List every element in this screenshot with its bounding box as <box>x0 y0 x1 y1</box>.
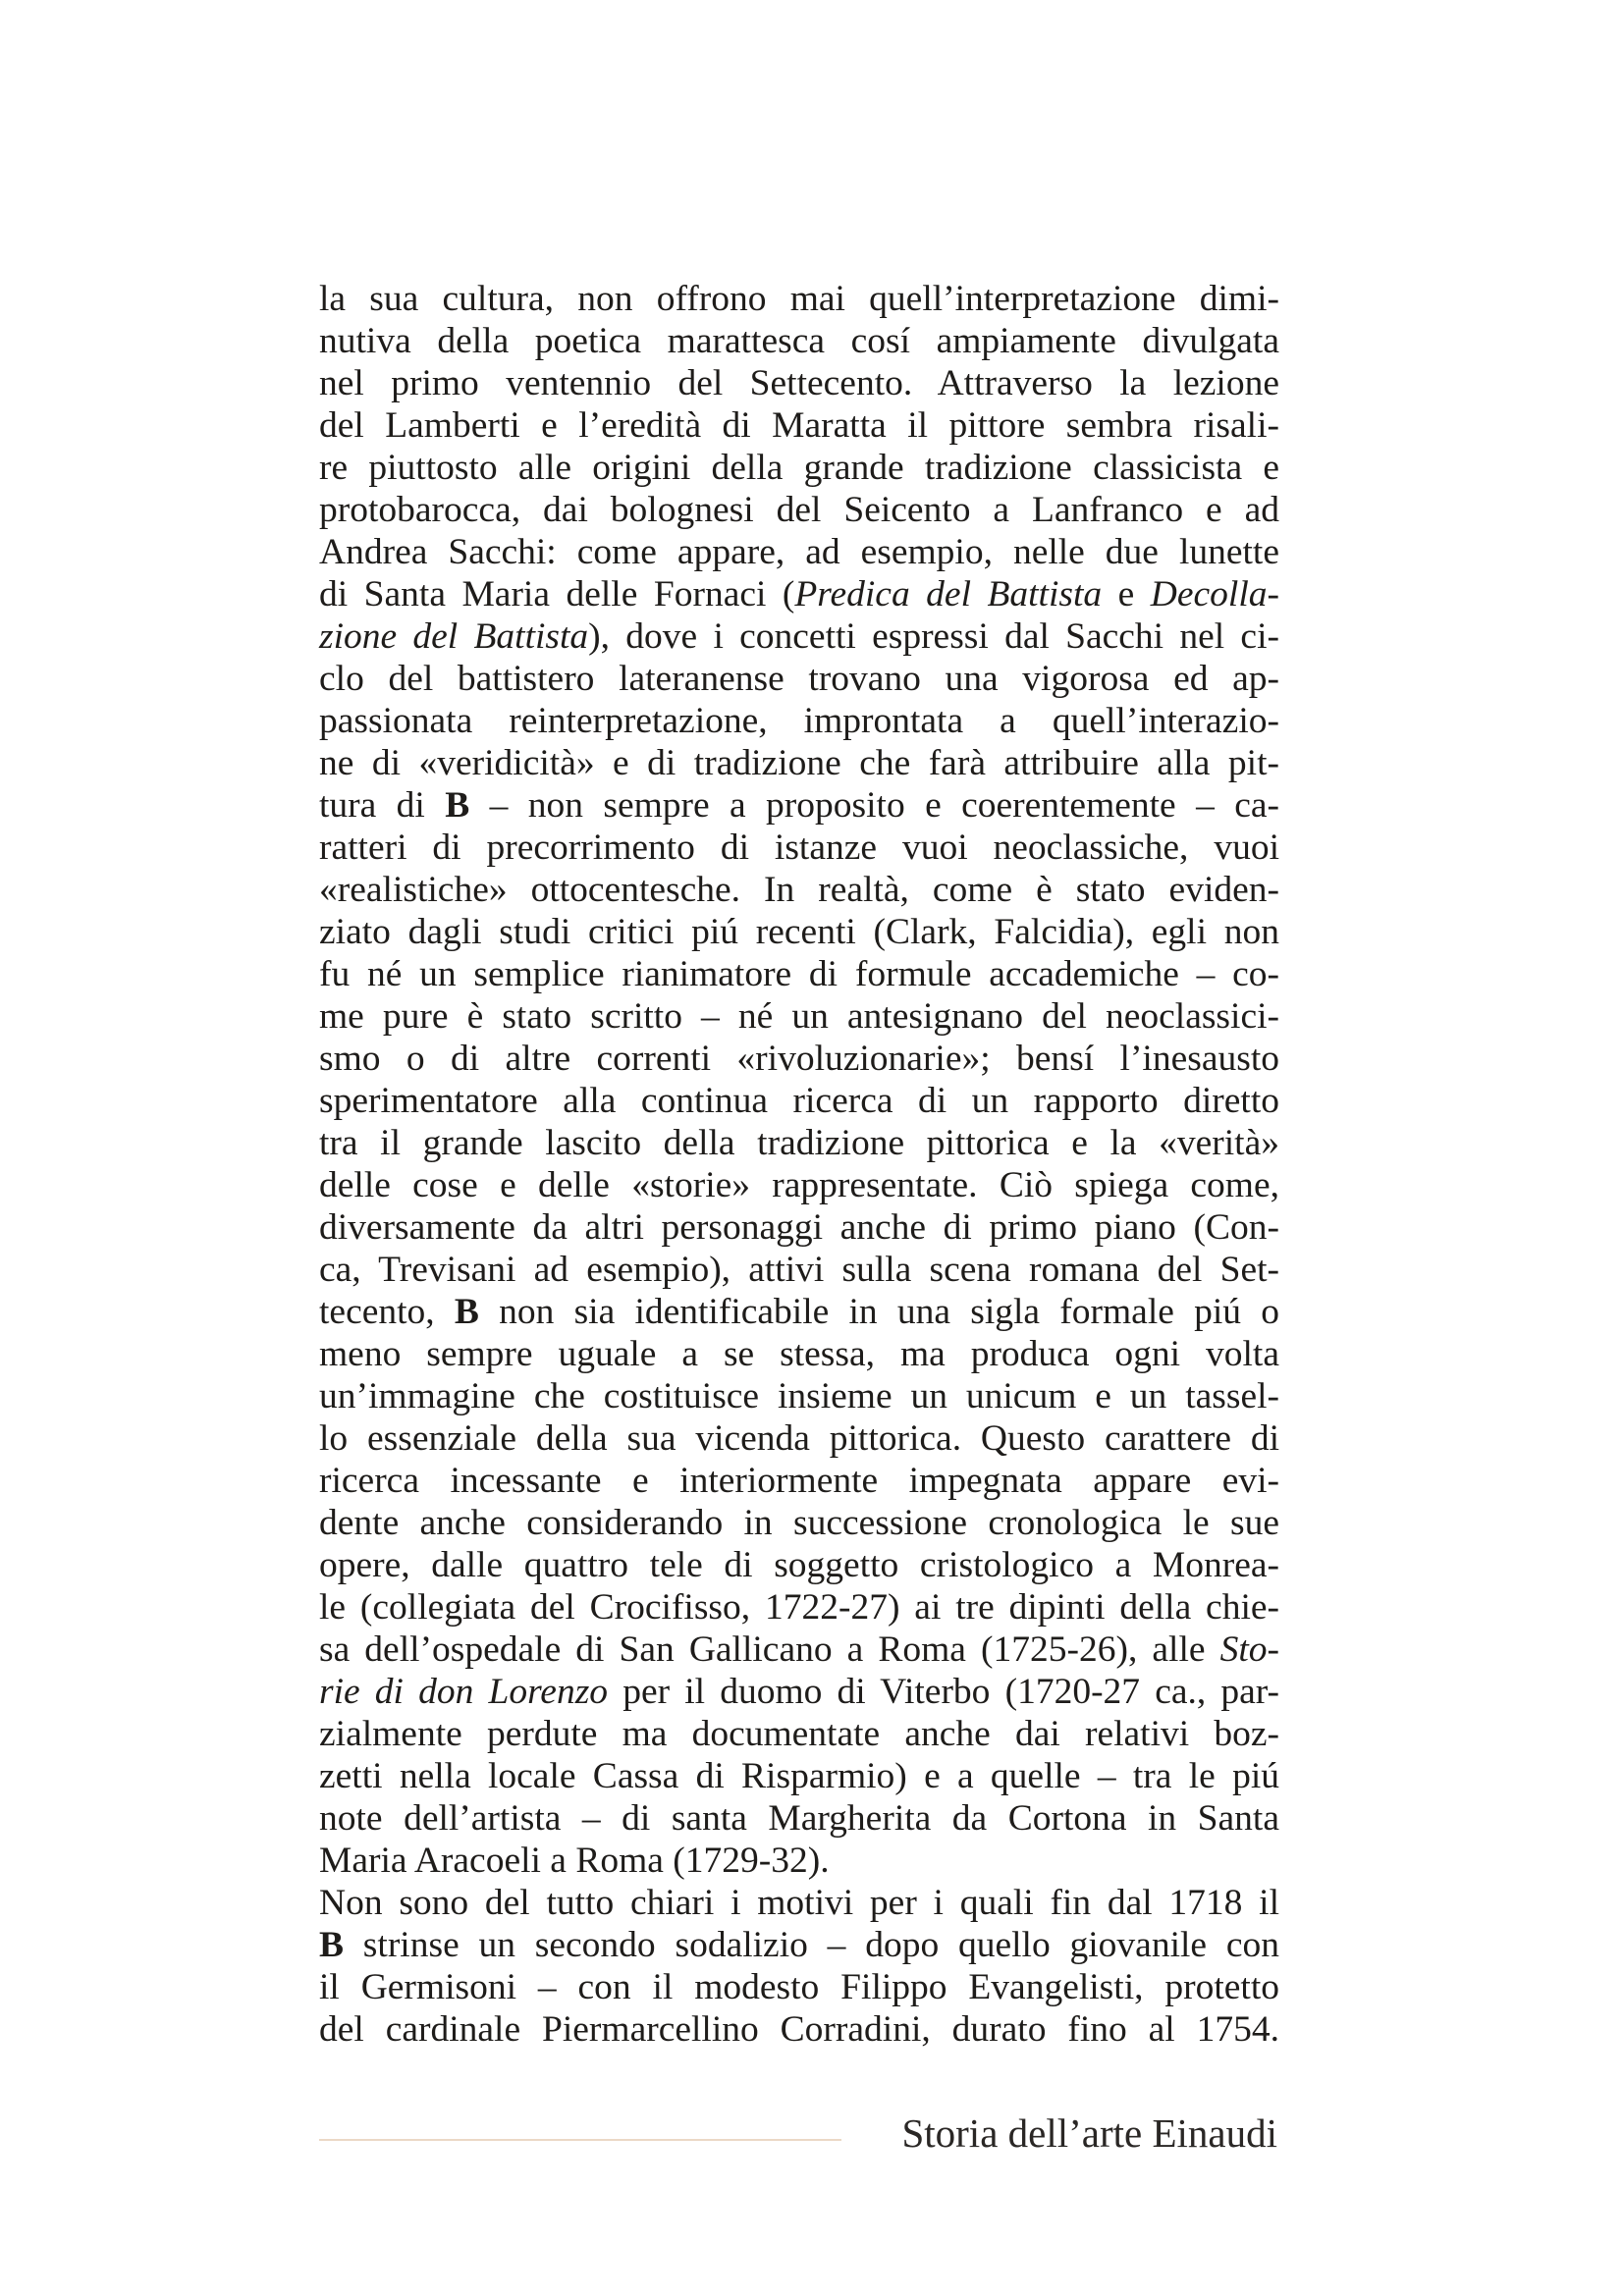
text-segment: zialmente perdute ma documentate anche dai relativi boz- <box>319 1714 1279 1754</box>
text-segment: fu né un semplice rianimatore di formule accademiche – co- <box>319 954 1279 994</box>
bold-initial: B <box>454 1292 479 1332</box>
text-segment: passionata reinterpretazione, improntata a quell’interazio- <box>319 701 1279 741</box>
text-line <box>319 278 1279 320</box>
body-text <box>319 278 1279 2051</box>
text-segment: un’immagine che costituisce insieme un unicum e un tassel- <box>319 1376 1279 1416</box>
text-line <box>319 615 1279 658</box>
text-line <box>319 1797 1279 1840</box>
text-line <box>319 1586 1279 1629</box>
text-line <box>319 1713 1279 1755</box>
text-line <box>319 1291 1279 1333</box>
text-line <box>319 869 1279 911</box>
text-line <box>319 911 1279 953</box>
italic-title: Decolla- <box>1150 574 1279 614</box>
text-segment: «realistiche» ottocentesche. In realtà, come è stato eviden- <box>319 870 1279 910</box>
footer-title: Storia dell’arte Einaudi <box>901 2110 1277 2156</box>
text-segment: zetti nella locale Cassa di Risparmio) e a quelle – tra le piú <box>319 1756 1279 1796</box>
text-segment: diversamente da altri personaggi anche di primo piano (Con- <box>319 1207 1279 1248</box>
italic-title: zione del Battista <box>319 616 589 657</box>
text-segment: Maria Aracoeli a Roma (1729-32). <box>319 1841 830 1881</box>
text-line <box>319 1164 1279 1206</box>
text-segment: dente anche considerando in successione cronologica le sue <box>319 1503 1279 1543</box>
text-segment: protobarocca, dai bolognesi del Seicento a Lanfranco e ad <box>319 490 1279 530</box>
text-line <box>319 362 1279 404</box>
text-line <box>319 700 1279 742</box>
text-line <box>319 1038 1279 1080</box>
text-line <box>319 1417 1279 1460</box>
text-line <box>319 320 1279 362</box>
footer-divider <box>319 2139 841 2141</box>
text-segment: di Santa Maria delle Fornaci ( <box>319 574 795 614</box>
italic-title: Predica del Battista <box>794 574 1103 614</box>
text-segment: smo o di altre correnti «rivoluzionarie»; bensí l’inesausto <box>319 1039 1279 1079</box>
text-segment: nel primo ventennio del Settecento. Attraverso la lezione <box>319 363 1279 403</box>
text-segment: del Lamberti e l’eredità di Maratta il pittore sembra risali- <box>319 405 1279 446</box>
text-line <box>319 742 1279 784</box>
text-segment: il Germisoni – con il modesto Filippo Evangelisti, protetto <box>319 1967 1279 2007</box>
text-segment: re piuttosto alle origini della grande tradizione classicista e <box>319 448 1279 488</box>
text-line <box>319 1122 1279 1164</box>
text-segment: ricerca incessante e interiormente impegnata appare evi- <box>319 1461 1279 1501</box>
text-segment: nutiva della poetica marattesca cosí ampiamente divulgata <box>319 321 1279 361</box>
text-segment: me pure è stato scritto – né un antesignano del neoclassici- <box>319 996 1279 1037</box>
text-segment: note dell’artista – di santa Margherita da Cortona in Santa <box>319 1798 1279 1839</box>
text-segment: opere, dalle quattro tele di soggetto cristologico a Monrea- <box>319 1545 1279 1585</box>
text-segment: non sia identificabile in una sigla formale piú o <box>478 1292 1279 1332</box>
text-segment: – non sempre a proposito e coerentemente – ca- <box>469 785 1279 826</box>
text-segment: lo essenziale della sua vicenda pittorica. Questo carattere di <box>319 1418 1279 1459</box>
text-segment: tecento, <box>319 1292 455 1332</box>
text-line <box>319 404 1279 447</box>
bold-initial: B <box>319 1925 345 1965</box>
text-line <box>319 1840 1279 1882</box>
text-line <box>319 1249 1279 1291</box>
text-line <box>319 1206 1279 1249</box>
text-segment: sa dell’ospedale di San Gallicano a Roma (1725-26), alle <box>319 1629 1220 1670</box>
text-segment: tura di <box>319 785 446 826</box>
text-segment: la sua cultura, non offrono mai quell’interpretazione dimi- <box>319 279 1279 319</box>
italic-title: rie di don Lorenzo <box>319 1672 609 1712</box>
text-segment: e <box>1102 574 1151 614</box>
text-line <box>319 1544 1279 1586</box>
text-segment: sperimentatore alla continua ricerca di un rapporto diretto <box>319 1081 1279 1121</box>
text-line <box>319 1882 1279 1924</box>
text-segment: le (collegiata del Crocifisso, 1722-27) ai tre dipinti della chie- <box>319 1587 1279 1628</box>
text-segment: ne di «veridicità» e di tradizione che farà attribuire alla pit- <box>319 743 1279 783</box>
text-segment: ratteri di precorrimento di istanze vuoi neoclassiche, vuoi <box>319 828 1279 868</box>
text-segment: clo del battistero lateranense trovano una vigorosa ed ap- <box>319 659 1279 699</box>
text-segment: ), dove i concetti espressi dal Sacchi nel ci- <box>588 616 1279 657</box>
text-line <box>319 573 1279 615</box>
text-line <box>319 658 1279 700</box>
text-segment: Andrea Sacchi: come appare, ad esempio, nelle due lunette <box>319 532 1279 572</box>
text-line <box>319 1375 1279 1417</box>
text-line <box>319 447 1279 489</box>
bold-initial: B <box>445 785 470 826</box>
italic-title: Sto- <box>1219 1629 1279 1670</box>
text-segment: tra il grande lascito della tradizione pittorica e la «verità» <box>319 1123 1279 1163</box>
text-segment: strinse un secondo sodalizio – dopo quello giovanile con <box>344 1925 1279 1965</box>
text-line <box>319 827 1279 869</box>
text-line <box>319 784 1279 827</box>
text-line <box>319 1671 1279 1713</box>
text-line <box>319 1755 1279 1797</box>
text-segment: per il duomo di Viterbo (1720-27 ca., par- <box>608 1672 1279 1712</box>
text-segment: del cardinale Piermarcellino Corradini, durato fino al 1754. <box>319 2009 1279 2050</box>
text-segment: meno sempre uguale a se stessa, ma produca ogni volta <box>319 1334 1279 1374</box>
text-segment: Non sono del tutto chiari i motivi per i quali fin dal 1718 il <box>319 1883 1279 1923</box>
text-line <box>319 489 1279 531</box>
text-line <box>319 953 1279 995</box>
text-line <box>319 1080 1279 1122</box>
text-line <box>319 2008 1279 2051</box>
text-line <box>319 995 1279 1038</box>
text-segment: ca, Trevisani ad esempio), attivi sulla scena romana del Set- <box>319 1250 1279 1290</box>
text-line <box>319 531 1279 573</box>
text-line <box>319 1502 1279 1544</box>
text-line <box>319 1460 1279 1502</box>
text-segment: delle cose e delle «storie» rappresentate. Ciò spiega come, <box>319 1165 1279 1205</box>
text-line <box>319 1333 1279 1375</box>
text-line <box>319 1629 1279 1671</box>
text-line <box>319 1924 1279 1966</box>
text-segment: ziato dagli studi critici piú recenti (Clark, Falcidia), egli non <box>319 912 1279 952</box>
text-line <box>319 1966 1279 2008</box>
